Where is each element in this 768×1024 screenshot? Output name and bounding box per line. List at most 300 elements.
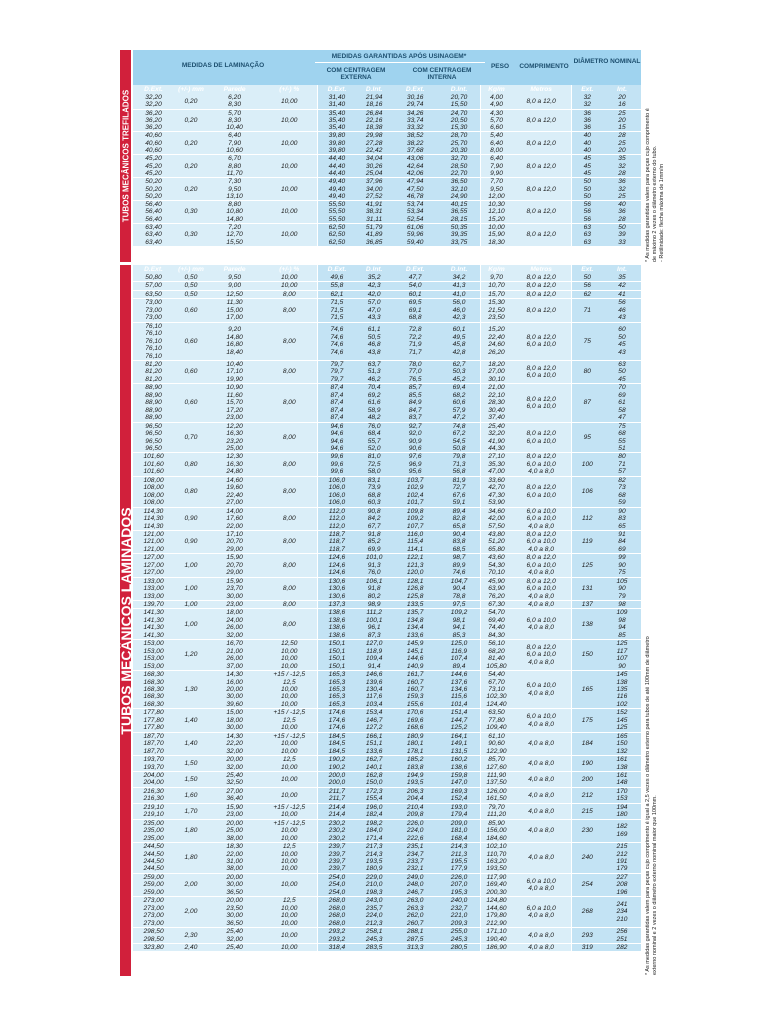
table-cell [133, 709, 174, 732]
table-cell [261, 671, 317, 709]
cell-value: 96,50 [145, 444, 162, 452]
cell-value: 234 [616, 908, 628, 916]
cell-value: 87,4 [330, 384, 344, 392]
header-lam: MEDIDAS DE LAMINAÇÃO [181, 62, 265, 69]
cell-value: 193,70 [143, 756, 164, 764]
cell-value: 83,8 [452, 538, 466, 546]
cell-value: 8,30 [228, 116, 241, 124]
table-cell [512, 453, 572, 476]
cell-value: 259,00 [143, 873, 164, 881]
cell-value: 78,0 [408, 360, 422, 368]
table-trefilados [133, 85, 641, 247]
cell-value: 12,5 [282, 716, 296, 724]
table-cell [174, 943, 208, 951]
table-cell [512, 132, 572, 155]
table-cell [318, 422, 356, 453]
table-cell [571, 609, 603, 640]
cell-value: 159,8 [450, 772, 468, 779]
cell-value: 45 [618, 341, 626, 349]
table-cell [208, 732, 261, 755]
cell-value: 226,0 [406, 819, 424, 827]
cell-value: 29,74 [406, 101, 424, 109]
cell-value: 36,20 [145, 124, 162, 132]
table-cell [356, 873, 393, 896]
cell-value: 6,0 a 10,0 [526, 877, 556, 885]
cell-value: 144,6 [450, 671, 468, 679]
table-cell [133, 772, 174, 788]
cell-value: 90,4 [452, 585, 466, 593]
table-cell [438, 422, 481, 453]
cell-value: 177,80 [143, 724, 164, 732]
table-cell [603, 384, 641, 422]
table-cell [356, 178, 393, 201]
table-cell [393, 732, 438, 755]
cell-value: 50,20 [145, 178, 162, 186]
cell-value: 0,90 [184, 538, 198, 546]
cell-value: 6,0 a 10,0 [526, 616, 556, 624]
cell-value: 118,7 [328, 545, 345, 553]
cell-value: 144,60 [486, 904, 507, 912]
note-1b: de máximo 2 vezes o diâmetro externo do tubo. [652, 145, 658, 262]
column-header: D.Ext. [133, 85, 174, 94]
cell-value: 60,1 [408, 290, 422, 298]
cell-value: 177,80 [143, 709, 164, 717]
table-cell [438, 819, 481, 842]
cell-value: 171,4 [365, 834, 383, 842]
table-cell [571, 787, 603, 803]
table-cell [481, 94, 512, 109]
cell-value: 8,0 a 12,0 [526, 364, 556, 372]
column-header: (+/-) % [261, 265, 317, 274]
cell-value: 45 [583, 169, 591, 177]
cell-value: 68 [618, 430, 626, 438]
cell-value: 38,00 [226, 834, 243, 842]
cell-value: 10,60 [226, 147, 243, 155]
cell-value: 184,60 [486, 834, 507, 842]
cell-value: 94,1 [452, 624, 466, 632]
cell-value: 99 [618, 554, 626, 562]
table-cell [481, 290, 512, 298]
table-cell [318, 201, 356, 224]
cell-value: 4,90 [490, 101, 503, 109]
cell-value: 90 [618, 662, 626, 670]
cell-value: 108,00 [143, 491, 164, 499]
cell-value: 6,70 [228, 155, 241, 163]
cell-value: 36,40 [226, 795, 243, 803]
cell-value: 32,70 [450, 155, 468, 163]
cell-value: 74,8 [452, 422, 466, 430]
table-cell [318, 384, 356, 422]
cell-value: 85 [618, 631, 626, 639]
cell-value: 8,00 [282, 337, 296, 345]
cell-value: 90,60 [488, 740, 505, 748]
cell-value: 141,30 [143, 624, 164, 632]
cell-value: 323,80 [143, 943, 164, 951]
cell-value: 4,0 a 8,0 [528, 807, 554, 815]
cell-value: 146,6 [365, 671, 383, 679]
cell-value: 47 [618, 414, 626, 422]
cell-value: 8,00 [282, 601, 296, 609]
cell-value: 46,0 [452, 306, 466, 314]
table-cell [261, 422, 317, 453]
cell-value: 16,80 [226, 341, 243, 349]
cell-value: 15,20 [488, 326, 505, 334]
table-cell [393, 476, 438, 507]
cell-value: 169,40 [486, 881, 507, 889]
table-cell [481, 732, 512, 755]
cell-value: 103,7 [406, 476, 424, 484]
table-cell [603, 671, 641, 709]
cell-value: 71,9 [408, 341, 422, 349]
column-header: Parede [208, 265, 261, 274]
cell-value: 148 [616, 779, 628, 787]
table-cell [438, 756, 481, 772]
cell-value: 57,0 [367, 299, 381, 307]
cell-value: 170,6 [406, 709, 424, 717]
cell-value: 68,20 [488, 647, 505, 655]
cell-value: 6,0 a 10,0 [526, 713, 556, 721]
table-cell [174, 819, 208, 842]
cell-value: 1,80 [184, 827, 198, 835]
table-cell [393, 601, 438, 609]
cell-value: 140,1 [365, 763, 383, 771]
cell-value: 15,90 [226, 554, 243, 562]
cell-value: 19,60 [226, 484, 243, 492]
cell-value: 102,9 [406, 484, 424, 492]
table-cell [208, 476, 261, 507]
cell-value: 283,5 [365, 943, 383, 951]
cell-value: 44,40 [328, 162, 346, 170]
cell-value: 16,00 [226, 678, 243, 686]
cell-value: 210 [616, 915, 628, 923]
table-cell [174, 476, 208, 507]
table-cell [512, 577, 572, 600]
table-cell [133, 178, 174, 201]
cell-value: 196 [616, 888, 628, 896]
cell-value: 153,00 [143, 640, 164, 648]
column-header: Metros [512, 85, 572, 94]
cell-value: 56 [583, 215, 591, 223]
cell-value: 235,00 [143, 827, 164, 835]
cell-value: 144,7 [450, 716, 468, 724]
cell-value: 24,70 [450, 109, 468, 117]
cell-value: 115,6 [451, 693, 468, 701]
cell-value: 208 [616, 881, 628, 889]
table-cell [261, 507, 317, 530]
table-cell [174, 530, 208, 553]
table-cell [438, 803, 481, 819]
table-cell [133, 422, 174, 453]
cell-value: 183,8 [406, 763, 424, 771]
cell-value: 68,5 [452, 545, 466, 553]
cell-value: 180,9 [365, 865, 383, 873]
table-cell [393, 803, 438, 819]
cell-value: 6,40 [228, 132, 241, 140]
cell-value: 10,00 [280, 763, 298, 771]
cell-value: 47,0 [367, 306, 381, 314]
cell-value: 50 [618, 333, 626, 341]
cell-value: 313,3 [406, 943, 424, 951]
table-cell [356, 640, 393, 671]
cell-value: 6,0 a 10,0 [526, 372, 556, 380]
cell-value: 0,80 [184, 460, 198, 468]
cell-value: 99,6 [330, 460, 344, 468]
table-cell [208, 224, 261, 247]
cell-value: 7,90 [490, 162, 503, 170]
cell-value: 240,0 [450, 897, 468, 905]
cell-value: 8,0 a 12,0 [526, 577, 556, 585]
cell-value: 14,60 [226, 476, 243, 484]
cell-value: 130,6 [328, 585, 346, 593]
cell-value: 30,00 [226, 724, 243, 732]
table-cell [438, 671, 481, 709]
cell-value: 133,00 [143, 577, 164, 585]
cell-value: 120,0 [406, 569, 424, 577]
table-cell [318, 453, 356, 476]
table-row [133, 507, 641, 530]
cell-value: 12,5 [282, 678, 296, 686]
cell-value: 171,10 [486, 928, 507, 936]
cell-value: 200,0 [328, 772, 346, 779]
table-cell [208, 530, 261, 553]
cell-value: 10,00 [280, 943, 298, 951]
cell-value: 0,30 [184, 208, 198, 216]
table-cell [571, 224, 603, 247]
cell-value: 50,80 [145, 274, 162, 281]
cell-value: 263,3 [406, 904, 424, 912]
cell-value: 0,60 [184, 368, 198, 376]
table-cell [393, 453, 438, 476]
table-cell [356, 709, 393, 732]
cell-value: 233,7 [406, 857, 424, 865]
cell-value: 0,60 [184, 399, 198, 407]
cell-value: 40,60 [145, 132, 162, 140]
table-cell [318, 290, 356, 298]
table-cell [356, 530, 393, 553]
cell-value: 125,0 [450, 640, 468, 648]
cell-value: 150,1 [328, 655, 346, 663]
cell-value: 15,90 [226, 803, 243, 811]
table-cell [356, 943, 393, 951]
table-cell [318, 94, 356, 109]
cell-value: 51,79 [365, 224, 383, 232]
cell-value: 6,40 [490, 155, 503, 163]
cell-value: 117 [616, 647, 628, 655]
cell-value: 106 [581, 487, 593, 495]
cell-value: 10,00 [280, 274, 298, 281]
table-cell [318, 530, 356, 553]
cell-value: 96,9 [408, 460, 422, 468]
cell-value: 58,0 [367, 468, 381, 476]
cell-value: 219,10 [143, 803, 164, 811]
cell-value: 127,2 [365, 724, 383, 732]
cell-value: 15,70 [488, 290, 505, 298]
cell-value: 21,94 [365, 94, 383, 101]
cell-value: 0,50 [184, 282, 198, 290]
table-cell [133, 671, 174, 709]
table-row [133, 671, 641, 709]
cell-value: 166,1 [365, 732, 383, 740]
cell-value: 42,70 [488, 484, 505, 492]
table-cell [261, 756, 317, 772]
cell-value: 124,6 [328, 561, 346, 569]
cell-value: 184,5 [328, 747, 346, 755]
table-cell [318, 709, 356, 732]
table-row [133, 554, 641, 577]
cell-value: 81,0 [367, 453, 381, 461]
table-cell [174, 109, 208, 132]
cell-value: 24,80 [226, 468, 243, 476]
cell-value: 25,70 [450, 139, 468, 147]
cell-value: 178,1 [406, 747, 424, 755]
cell-value: 31,40 [328, 94, 346, 101]
table-cell [133, 201, 174, 224]
cell-value: 10,00 [280, 282, 298, 290]
cell-value: 15,30 [488, 299, 505, 307]
table-row [133, 609, 641, 640]
table-row [133, 178, 641, 201]
table-cell [512, 155, 572, 178]
cell-value: 168,4 [450, 834, 468, 842]
cell-value: 45,20 [145, 155, 162, 163]
cell-value: 55,8 [330, 282, 344, 290]
table-cell [208, 384, 261, 422]
cell-value: 1,00 [184, 585, 198, 593]
table-cell [603, 709, 641, 732]
table-cell [571, 299, 603, 322]
cell-value: 172,3 [365, 787, 383, 795]
cell-value: 287,5 [406, 935, 424, 943]
cell-value: 235,7 [365, 904, 383, 912]
table-cell [318, 132, 356, 155]
cell-value: 235,1 [406, 843, 424, 851]
cell-value: 70 [618, 384, 626, 392]
table-cell [571, 897, 603, 928]
cell-value: 198,3 [365, 888, 383, 896]
table-cell [174, 453, 208, 476]
cell-value: 75 [583, 337, 591, 345]
cell-value: 8,80 [228, 201, 241, 209]
cell-value: 30,00 [226, 881, 243, 889]
table-cell [481, 897, 512, 928]
cell-value: 25,40 [226, 943, 243, 951]
cell-value: 127,0 [365, 640, 383, 648]
table-row [133, 322, 641, 360]
table-cell [318, 873, 356, 896]
cell-value: 101,0 [365, 554, 383, 562]
cell-value: 112,0 [328, 515, 345, 523]
table-cell [512, 803, 572, 819]
table-cell [133, 274, 174, 282]
cell-value: 55,50 [328, 201, 346, 209]
table-cell [318, 943, 356, 951]
cell-value: 7,30 [228, 178, 241, 186]
cell-value: 6,0 a 10,0 [526, 460, 556, 468]
cell-value: 1,50 [184, 759, 198, 767]
cell-value: 212 [581, 791, 593, 799]
table-cell [438, 732, 481, 755]
cell-value: 61 [618, 399, 626, 407]
cell-value: 190 [581, 759, 593, 767]
cell-value: 18,30 [226, 843, 243, 851]
table-cell [261, 943, 317, 951]
cell-value: 209,3 [450, 919, 468, 927]
cell-value: 71 [583, 306, 591, 314]
cell-value: 70,4 [367, 384, 381, 392]
cell-value: 53,74 [406, 201, 424, 209]
cell-value: 133,00 [143, 585, 164, 593]
cell-value: 49,6 [330, 274, 344, 281]
cell-value: 125 [616, 640, 628, 648]
table-cell [133, 819, 174, 842]
cell-value: 87,3 [367, 631, 381, 639]
cell-value: 28,15 [450, 215, 468, 223]
cell-value: 193,70 [143, 763, 164, 771]
cell-value: 50 [583, 274, 591, 281]
cell-value: 85,5 [408, 391, 422, 399]
cell-value: 10,00 [280, 827, 298, 835]
cell-value: 50 [583, 178, 591, 186]
cell-value: 50,5 [367, 333, 381, 341]
table-row [133, 732, 641, 755]
cell-value: 162,7 [365, 756, 383, 764]
cell-value: 79,7 [330, 360, 344, 368]
cell-value: 138,6 [328, 631, 346, 639]
cell-value: 12,50 [226, 290, 243, 298]
cell-value: 10,00 [280, 811, 298, 819]
cell-value: 8,80 [228, 162, 241, 170]
cell-value: 138,6 [450, 763, 468, 771]
cell-value: 48,2 [367, 414, 381, 422]
table-cell [356, 282, 393, 290]
table-cell [571, 178, 603, 201]
table-cell [318, 843, 356, 874]
cell-value: 13,10 [226, 192, 243, 200]
table-cell [174, 928, 208, 944]
cell-value: 5,70 [490, 116, 503, 124]
cell-value: 196,0 [365, 803, 383, 811]
cell-value: 138 [616, 678, 628, 686]
cell-value: 6,0 a 10,0 [526, 341, 556, 349]
cell-value: 34,26 [406, 109, 424, 117]
cell-value: 12,50 [280, 640, 298, 648]
table-cell [174, 843, 208, 874]
cell-value: 161,7 [406, 671, 424, 679]
cell-value: 193,5 [365, 857, 383, 865]
cell-value: 15,20 [488, 215, 505, 223]
table-cell [512, 507, 572, 530]
cell-value: 209,0 [450, 819, 468, 827]
cell-value: 25,04 [365, 169, 383, 177]
cell-value: 29,00 [226, 569, 243, 577]
table-cell [133, 476, 174, 507]
cell-value: 219,10 [143, 811, 164, 819]
cell-value: 40,60 [145, 147, 162, 155]
cell-value: 14,30 [226, 732, 243, 740]
cell-value: 200,0 [328, 779, 346, 787]
cell-value: 25 [618, 139, 626, 147]
cell-value: 230 [581, 827, 593, 835]
table-cell [481, 476, 512, 507]
column-header-row [133, 85, 641, 94]
cell-value: 222,6 [406, 834, 424, 842]
table-cell [438, 507, 481, 530]
cell-value: 41,91 [365, 201, 383, 209]
cell-value: 135 [616, 686, 628, 694]
cell-value: 298,50 [143, 935, 164, 943]
table-cell [261, 224, 317, 247]
cell-value: 84,7 [408, 406, 422, 414]
